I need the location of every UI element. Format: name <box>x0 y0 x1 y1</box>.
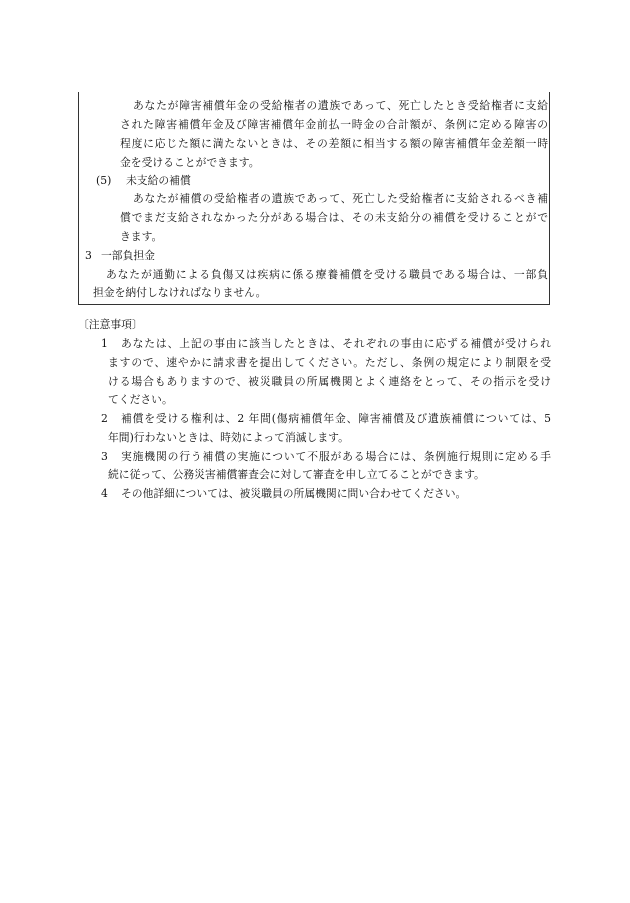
para4-line-1: あなたが障害補償年金の受給権者の遺族であって、死亡したとき受給権者に支給 <box>133 99 548 112</box>
note2-line-1: 補償を受ける権利は、2 年間(傷病補償年金、障害補償及び遺族補償については、5 <box>121 412 551 425</box>
para4-line-2: された障害補償年金及び障害補償年金前払一時金の合計額が、条例に定める障害の <box>120 118 548 131</box>
section3-number: 3 <box>85 249 92 262</box>
item5-line-3: きます。 <box>120 230 163 243</box>
item5-number: (5) <box>96 174 112 187</box>
note1-line-2: ますので、速やかに請求書を提出してください。ただし、条例の規定により制限を受 <box>108 356 551 369</box>
para4-line-3: 程度に応じた額に満たないときは、その差額に相当する額の障害補償年金差額一時 <box>120 137 548 150</box>
item5-title: 未支給の補償 <box>126 174 191 187</box>
section3-line-2: 担金を納付しなければなりません。 <box>93 286 267 299</box>
note2-number: 2 <box>101 412 108 425</box>
item5-line-1: あなたが補償の受給権者の遺族であって、死亡した受給権者に支給されるべき補 <box>133 192 548 205</box>
note3-line-1: 実施機関の行う補償の実施について不服がある場合には、条例施行規則に定める手 <box>121 450 551 463</box>
item5-line-2: 償でまだ支給されなかった分がある場合は、その未支給分の補償を受けることがで <box>120 211 548 224</box>
para4-line-4: 金を受けることができます。 <box>120 156 260 169</box>
notes-heading: 〔注意事項〕 <box>78 318 143 331</box>
section3-line-1: あなたが通勤による負傷又は疾病に係る療養補償を受ける職員である場合は、一部負 <box>106 268 548 281</box>
note1-line-1: あなたは、上記の事由に該当したときは、それぞれの事由に応ずる補償が受けられ <box>121 337 551 350</box>
note3-line-2: 続に従って、公務災害補償審査会に対して審査を申し立てることができます。 <box>108 468 485 481</box>
note1-line-3: ける場合もありますので、被災職員の所属機関とよく連絡をとって、その指示を受け <box>108 375 551 388</box>
note3-number: 3 <box>101 450 108 463</box>
note4-line-1: その他詳細については、被災職員の所属機関に問い合わせてください。 <box>121 487 467 500</box>
note1-line-4: てください。 <box>108 393 173 406</box>
note2-line-2: 年間)行わないときは、時効によって消滅します。 <box>108 431 349 444</box>
note1-number: 1 <box>101 337 108 350</box>
section3-title: 一部負担金 <box>101 249 155 262</box>
note4-number: 4 <box>101 487 108 500</box>
